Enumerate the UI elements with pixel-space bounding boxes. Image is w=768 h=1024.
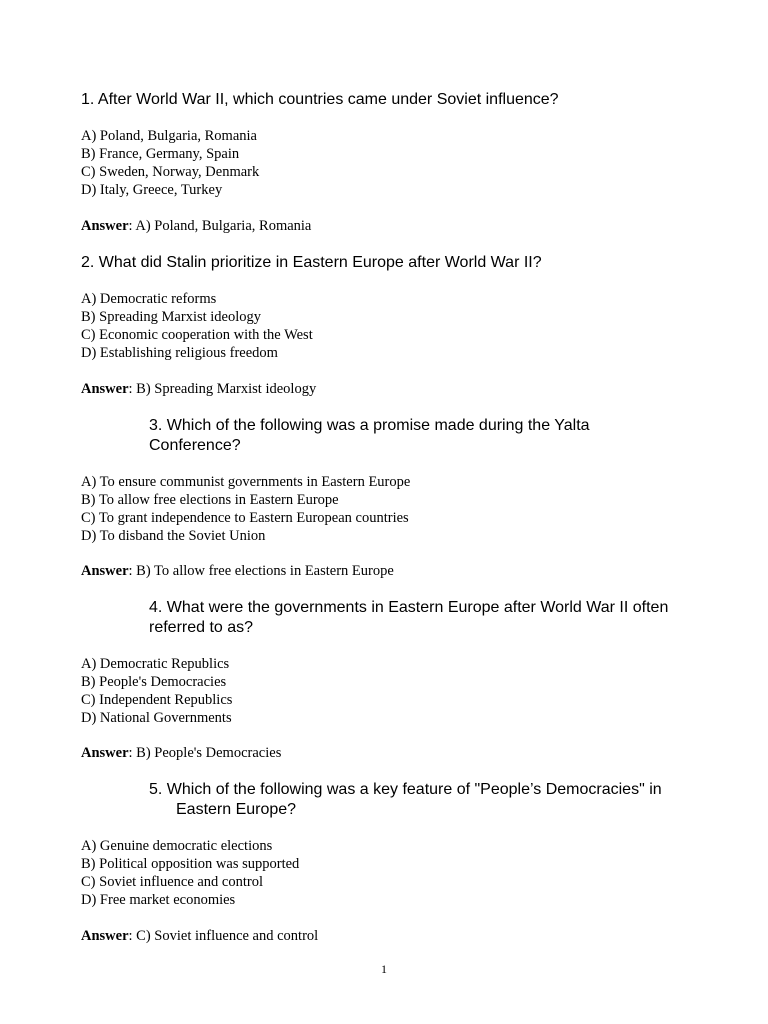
option-a: A) Democratic reforms — [81, 291, 217, 307]
option-c: C) Sweden, Norway, Denmark — [81, 164, 260, 180]
answer-label: Answer — [81, 745, 129, 761]
option-c: C) Economic cooperation with the West — [81, 327, 313, 343]
question-5-line-2: Eastern Europe? — [176, 801, 297, 818]
answer-text: : B) People's Democracies — [128, 745, 282, 761]
option-c: C) To grant independence to Eastern European countries — [81, 510, 409, 526]
option-b: B) People's Democracies — [81, 674, 227, 690]
option-a: A) To ensure communist governments in Eastern Europe — [81, 474, 411, 490]
option-a: A) Democratic Republics — [81, 656, 230, 672]
question-1-line-1: 1. After World War II, which countries came under Soviet influence? — [81, 91, 559, 108]
answer-label: Answer — [81, 218, 129, 234]
question-4 — [149, 598, 668, 638]
answer-1 — [81, 217, 311, 235]
option-d: D) Establishing religious freedom — [81, 345, 278, 361]
question-3-options — [81, 473, 410, 545]
answer-3 — [81, 562, 394, 580]
question-3-line-2: Conference? — [149, 437, 241, 454]
answer-label: Answer — [81, 563, 129, 579]
option-c: C) Independent Republics — [81, 692, 233, 708]
answer-text: : C) Soviet influence and control — [128, 928, 319, 944]
answer-4 — [81, 744, 281, 762]
question-3-line-1: 3. Which of the following was a promise made during the Yalta — [149, 417, 590, 434]
answer-5 — [81, 927, 318, 945]
question-1 — [81, 90, 559, 110]
answer-text: : A) Poland, Bulgaria, Romania — [128, 218, 312, 234]
question-1-options — [81, 127, 259, 199]
option-a: A) Poland, Bulgaria, Romania — [81, 128, 257, 144]
question-5-line-1: 5. Which of the following was a key feature of "People’s Democracies" in — [149, 781, 662, 798]
answer-text: : B) Spreading Marxist ideology — [128, 381, 317, 397]
answer-label: Answer — [81, 381, 129, 397]
answer-text: : B) To allow free elections in Eastern Europe — [128, 563, 394, 579]
option-d: D) Free market economies — [81, 892, 236, 908]
question-4-line-1: 4. What were the governments in Eastern Europe after World War II often — [149, 599, 669, 616]
answer-label: Answer — [81, 928, 129, 944]
page-number: 1 — [381, 962, 387, 976]
option-b: B) Spreading Marxist ideology — [81, 309, 262, 325]
option-d: D) Italy, Greece, Turkey — [81, 182, 223, 198]
option-a: A) Genuine democratic elections — [81, 838, 273, 854]
option-c: C) Soviet influence and control — [81, 874, 264, 890]
option-d: D) To disband the Soviet Union — [81, 528, 266, 544]
option-d: D) National Governments — [81, 710, 232, 726]
question-4-options — [81, 655, 232, 727]
option-b: B) To allow free elections in Eastern Europe — [81, 492, 339, 508]
question-4-line-2: referred to as? — [149, 619, 254, 636]
answer-2 — [81, 380, 316, 398]
question-2-options — [81, 290, 313, 362]
question-5-options — [81, 837, 299, 909]
question-3 — [149, 416, 590, 456]
option-b: B) Political opposition was supported — [81, 856, 300, 872]
question-2-line-1: 2. What did Stalin prioritize in Eastern Europe after World War II? — [81, 254, 542, 271]
question-2 — [81, 253, 542, 273]
option-b: B) France, Germany, Spain — [81, 146, 240, 162]
question-5 — [149, 780, 662, 820]
